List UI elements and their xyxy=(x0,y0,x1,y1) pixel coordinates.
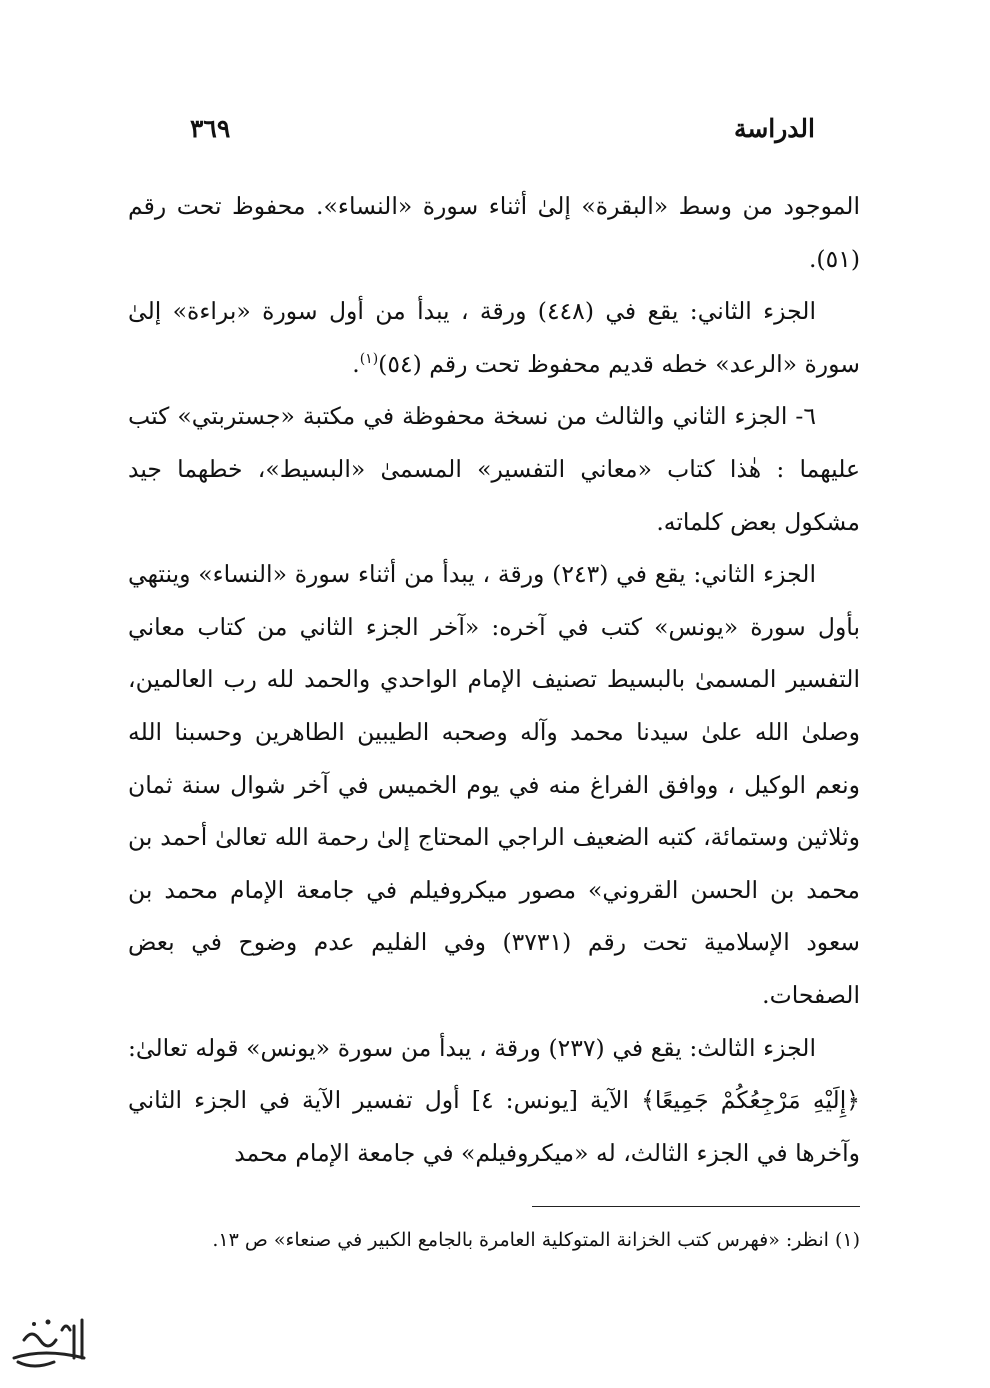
paragraph-3: ٦- الجزء الثاني والثالث من نسخة محفوظة في مكتبة «جستربتي» كتب عليهما : هٰذا كتاب «معاني التفسير» المسمىٰ «البسيط»، خطهما جيد مشكول بعض كلماته. xyxy=(128,402,860,536)
paragraph-5: الجزء الثالث: يقع في (٢٣٧) ورقة ، يبدأ من سورة «يونس» قوله تعالىٰ: ﴿إِلَيْهِ مَرْجِعُكُمْ جَمِيعًا﴾ الآية [يونس: ٤] أول تفسير الآية في الجزء الثاني وآخرها في الجزء الثالث، له «ميكروفيلم» في جامعة الإمام محمد xyxy=(128,1033,860,1167)
running-title: الدراسة xyxy=(733,113,815,143)
paragraph-2-end: . xyxy=(352,349,360,378)
paragraph-2 xyxy=(128,285,860,390)
footnote-separator xyxy=(532,1206,860,1207)
footnote-reference[interactable]: (١) xyxy=(359,350,379,367)
paragraph-4: الجزء الثاني: يقع في (٢٤٣) ورقة ، يبدأ من أثناء سورة «النساء» وينتهي بأول سورة «يونس» كتب في آخره: «آخر الجزء الثاني من كتاب معاني التفسير المسمىٰ بالبسيط تصنيف الإمام الواحدي والحمد لله رب العالمين، وصلىٰ الله علىٰ سيدنا محمد وآله وصحبه الطيبين الطاهرين وحسبنا الله ونعم الوكيل ، ووافق الفراغ منه في يوم الخميس في آخر شوال سنة ثمان وثلاثين وستمائة، كتبه الضعيف الراجي المحتاج إلىٰ رحمة الله تعالىٰ أحمد بن محمد بن الحسن القروني» مصور ميكروفيلم في جامعة الإمام محمد بن سعود الإسلامية تحت رقم (٣٧٣١) وفي الفليم عدم وضوح في بعض الصفحات. xyxy=(128,560,860,1009)
publisher-logo-icon xyxy=(4,1300,90,1380)
page-number: ٣٦٩ xyxy=(190,113,231,143)
page-header xyxy=(190,108,815,148)
body-text xyxy=(128,180,860,1179)
footnote: (١) انظر: «فهرس كتب الخزانة المتوكلية العامرة بالجامع الكبير في صنعاء» ص ١٣. xyxy=(212,1229,860,1251)
paragraph-2-text: الجزء الثاني: يقع في (٤٤٨) ورقة ، يبدأ من أول سورة «براءة» إلىٰ سورة «الرعد» خطه قديم محفوظ تحت رقم (٥٤) xyxy=(128,297,860,378)
paragraph-1: الموجود من وسط «البقرة» إلىٰ أثناء سورة «النساء». محفوظ تحت رقم (٥١). xyxy=(128,192,860,273)
